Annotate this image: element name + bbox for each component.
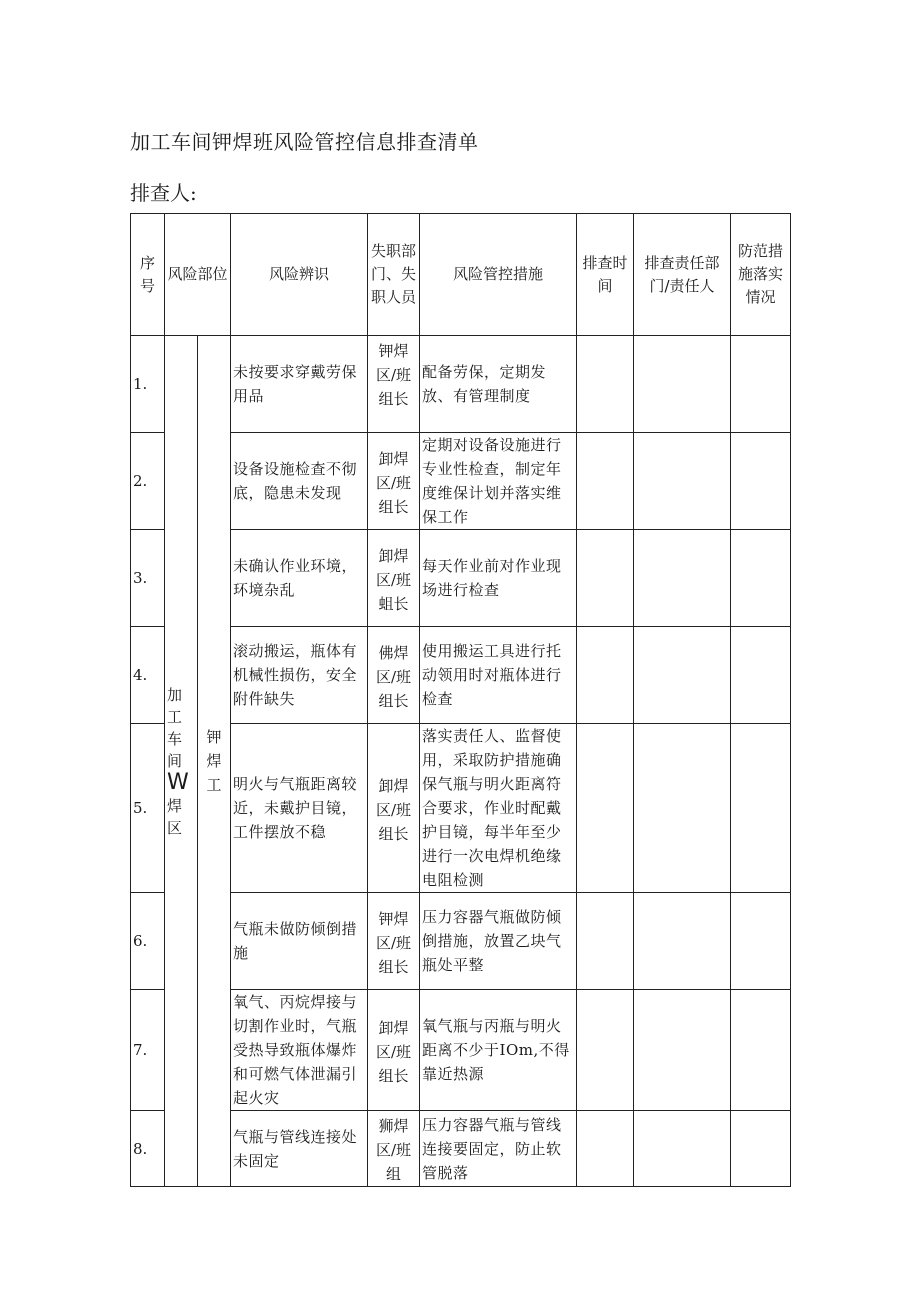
resp-cell[interactable] xyxy=(634,724,731,893)
position-line-2: 工 xyxy=(206,776,222,794)
measure-text: 配备劳保，定期发放、有管理制度 xyxy=(420,336,577,433)
measure-text: 使用搬运工具进行托动领用时对瓶体进行检查 xyxy=(420,627,577,724)
risk-area-cell xyxy=(165,336,198,1187)
dept-text: 佛焊区/班组长 xyxy=(368,627,420,724)
header-resp: 排查责任部门/责任人 xyxy=(634,214,731,336)
dept-text: 钾焊区/班组长 xyxy=(368,336,420,433)
resp-cell[interactable] xyxy=(634,336,731,433)
measure-text: 压力容器气瓶与管线连接要固定，防止软管脱落 xyxy=(420,1111,577,1187)
dept-text: 狮焊区/班组 xyxy=(368,1111,420,1187)
position-cell xyxy=(198,336,231,1187)
time-cell[interactable] xyxy=(577,724,634,893)
risk-text: 未按要求穿戴劳保用品 xyxy=(231,336,368,433)
dept-text: 卸焊区/班组长 xyxy=(368,724,420,893)
row-no: 8. xyxy=(131,1111,165,1187)
time-cell[interactable] xyxy=(577,893,634,990)
time-cell[interactable] xyxy=(577,433,634,530)
dept-text: 卸焊区/班蛆长 xyxy=(368,530,420,627)
area-line-4: 焊区 xyxy=(167,796,183,837)
header-no: 序号 xyxy=(131,214,165,336)
header-row xyxy=(131,214,791,336)
resp-cell[interactable] xyxy=(634,627,731,724)
row-no: 1. xyxy=(131,336,165,433)
risk-checklist-table xyxy=(130,213,791,1187)
status-cell[interactable] xyxy=(731,336,791,433)
time-cell[interactable] xyxy=(577,336,634,433)
time-cell[interactable] xyxy=(577,990,634,1111)
row-no: 4. xyxy=(131,627,165,724)
dept-text: 卸焊区/班组长 xyxy=(368,990,420,1111)
resp-cell[interactable] xyxy=(634,1111,731,1187)
header-risk: 风险辨识 xyxy=(231,214,368,336)
dept-text: 钾焊区/班组长 xyxy=(368,893,420,990)
risk-text: 气瓶与管线连接处未固定 xyxy=(231,1111,368,1187)
status-cell[interactable] xyxy=(731,1111,791,1187)
status-cell[interactable] xyxy=(731,530,791,627)
risk-text: 滚动搬运，瓶体有机械性损伤，安全附件缺失 xyxy=(231,627,368,724)
time-cell[interactable] xyxy=(577,1111,634,1187)
row-no: 2. xyxy=(131,433,165,530)
row-no: 7. xyxy=(131,990,165,1111)
status-cell[interactable] xyxy=(731,893,791,990)
document-title: 加工车间钾焊班风险管控信息排查清单 xyxy=(130,130,479,154)
row-no: 3. xyxy=(131,530,165,627)
risk-text: 设备设施检查不彻底，隐患未发现 xyxy=(231,433,368,530)
dept-text: 卸焊区/班组长 xyxy=(368,433,420,530)
area-line-1: 加工 xyxy=(167,685,183,726)
row-no: 6. xyxy=(131,893,165,990)
status-cell[interactable] xyxy=(731,990,791,1111)
measure-text: 落实责任人、监督使用，采取防护措施确保气瓶与明火距离符合要求，作业时配戴护目镜，每半年至少进行一次电焊机绝缘电阻检测 xyxy=(420,724,577,893)
measure-text: 定期对设备设施进行专业性检查，制定年度维保计划并落实维保工作 xyxy=(420,433,577,530)
resp-cell[interactable] xyxy=(634,433,731,530)
risk-text: 明火与气瓶距离较近，未戴护目镜，工件摆放不稳 xyxy=(231,724,368,893)
measure-text: 每天作业前对作业现场进行检查 xyxy=(420,530,577,627)
time-cell[interactable] xyxy=(577,627,634,724)
inspector-label: 排查人: xyxy=(130,181,197,205)
header-time: 排查时间 xyxy=(577,214,634,336)
status-cell[interactable] xyxy=(731,627,791,724)
status-cell[interactable] xyxy=(731,724,791,893)
risk-text: 氧气、丙烷焊接与切割作业时，气瓶受热导致瓶体爆炸和可燃气体泄漏引起火灾 xyxy=(231,990,368,1111)
header-status: 防范措施落实情况 xyxy=(731,214,791,336)
risk-text: 未确认作业环境，环境杂乱 xyxy=(231,530,368,627)
measure-text: 压力容器气瓶做防倾倒措施，放置乙块气瓶处平整 xyxy=(420,893,577,990)
resp-cell[interactable] xyxy=(634,990,731,1111)
position-line-1: 钾焊 xyxy=(206,728,222,770)
row-no: 5. xyxy=(131,724,165,893)
table-row xyxy=(131,336,791,433)
time-cell[interactable] xyxy=(577,530,634,627)
area-line-2: 车间 xyxy=(167,729,183,770)
header-dept: 失职部门、失职人员 xyxy=(368,214,420,336)
area-line-3: W xyxy=(167,769,189,795)
header-measure: 风险管控措施 xyxy=(420,214,577,336)
resp-cell[interactable] xyxy=(634,893,731,990)
risk-text: 气瓶未做防倾倒措施 xyxy=(231,893,368,990)
status-cell[interactable] xyxy=(731,433,791,530)
measure-text: 氧气瓶与丙瓶与明火距离不少于IOm,不得靠近热源 xyxy=(420,990,577,1111)
resp-cell[interactable] xyxy=(634,530,731,627)
header-area: 风险部位 xyxy=(165,214,231,336)
